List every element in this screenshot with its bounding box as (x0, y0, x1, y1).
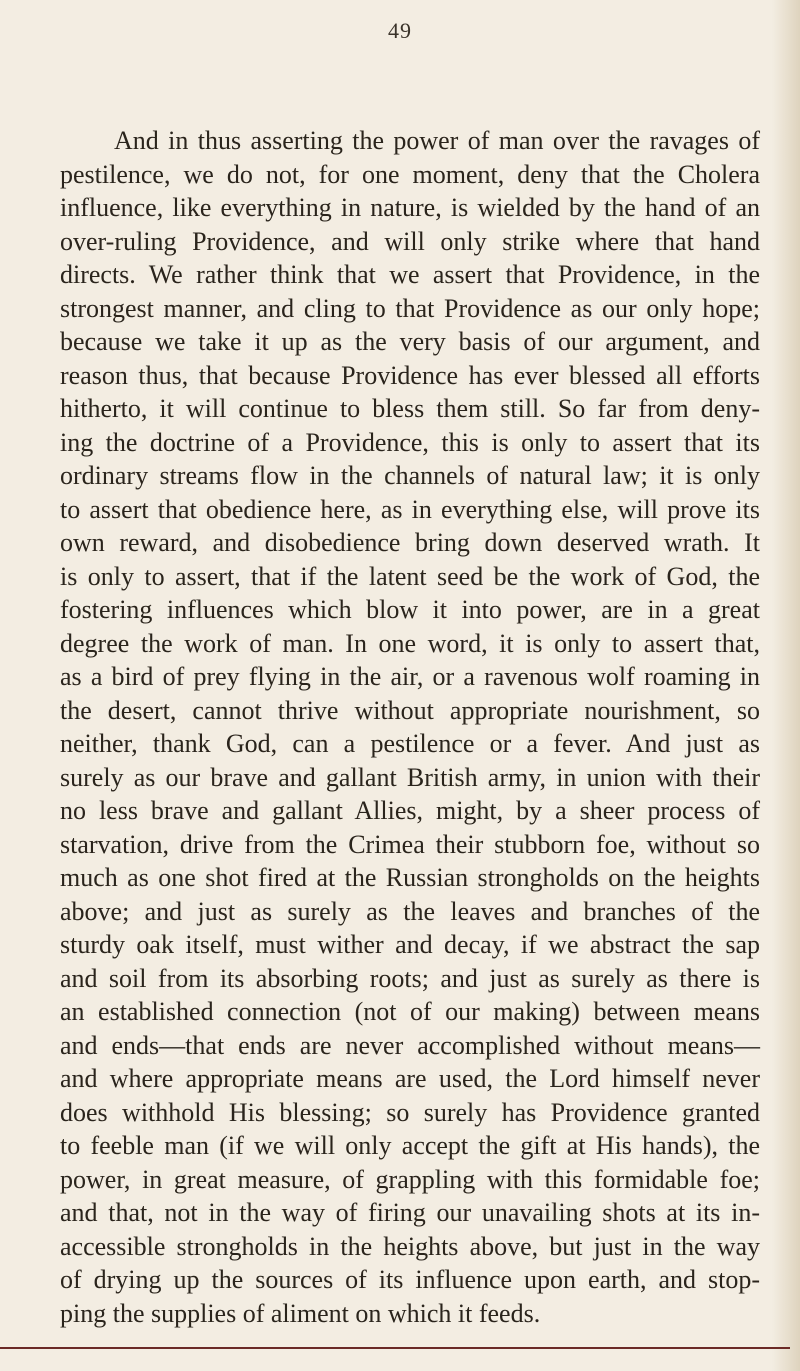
text-line: and soil from its absorbing roots; and just as surely as there is (60, 963, 760, 993)
bottom-rule (0, 1347, 790, 1349)
text-line: the desert, cannot thrive without appropriate nourishment, so (60, 695, 760, 725)
text-line: is only to assert, that if the latent seed be the work of God, the (60, 561, 760, 591)
page-number: 49 (388, 18, 412, 43)
text-line: accessible strongholds in the heights above, but just in the way (60, 1231, 760, 1261)
text-line: And in thus asserting the power of man over the ravages of (114, 126, 760, 155)
text-line: and where appropriate means are used, the Lord himself never (60, 1064, 760, 1093)
text-line: ordinary streams flow in the channels of natural law; it is only (60, 461, 760, 490)
text-line: own reward, and disobedience bring down deserved wrath. It (60, 528, 760, 557)
text-line: ing the doctrine of a Providence, this is only to assert that its (60, 427, 760, 457)
text-line: directs. We rather think that we assert that Providence, in the (60, 260, 760, 289)
text-line: to assert that obedience here, as in everything else, will prove its (60, 494, 760, 524)
text-line: reason thus, that because Providence has ever blessed all efforts (60, 360, 760, 390)
text-line: above; and just as surely as the leaves and branches of the (60, 896, 760, 926)
text-line: power, in great measure, of grappling with this formidable foe; (60, 1164, 760, 1194)
page-edge-shadow (772, 0, 800, 1371)
text-line: over-ruling Providence, and will only strike where that hand (60, 226, 760, 256)
text-line: influence, like everything in nature, is wielded by the hand of an (60, 193, 760, 222)
text-line: sturdy oak itself, must wither and decay, if we abstract the sap (60, 930, 760, 959)
text-line: because we take it up as the very basis of our argument, and (60, 327, 760, 356)
text-line: no less brave and gallant Allies, might, by a sheer process of (60, 796, 760, 825)
text-line: to feeble man (if we will only accept the gift at His hands), the (60, 1131, 760, 1160)
text-line: surely as our brave and gallant British army, in union with their (60, 762, 760, 792)
text-line: does withhold His blessing; so surely has Providence granted (60, 1097, 760, 1127)
text-line: neither, thank God, can a pestilence or a fever. And just as (60, 729, 760, 758)
text-line: degree the work of man. In one word, it is only to assert that, (60, 628, 760, 658)
text-line: and ends—that ends are never accomplished without means— (60, 1030, 760, 1060)
text-line: as a bird of prey flying in the air, or a ravenous wolf roaming in (60, 662, 760, 691)
text-line: of drying up the sources of its influence upon earth, and stop- (60, 1265, 760, 1294)
text-line: and that, not in the way of firing our unavailing shots at its in- (60, 1198, 760, 1227)
text-line: fostering influences which blow it into power, are in a great (60, 595, 760, 624)
body-paragraph (60, 124, 760, 1330)
text-line: much as one shot fired at the Russian strongholds on the heights (60, 863, 760, 892)
text-line: pestilence, we do not, for one moment, deny that the Cholera (60, 159, 760, 189)
text-line: an established connection (not of our making) between means (60, 997, 760, 1026)
text-line: ping the supplies of aliment on which it feeds. (60, 1298, 541, 1328)
text-line: starvation, drive from the Crimea their stubborn foe, without so (60, 829, 760, 859)
text-line: hitherto, it will continue to bless them still. So far from deny- (60, 394, 760, 423)
text-line: strongest manner, and cling to that Providence as our only hope; (60, 293, 760, 323)
